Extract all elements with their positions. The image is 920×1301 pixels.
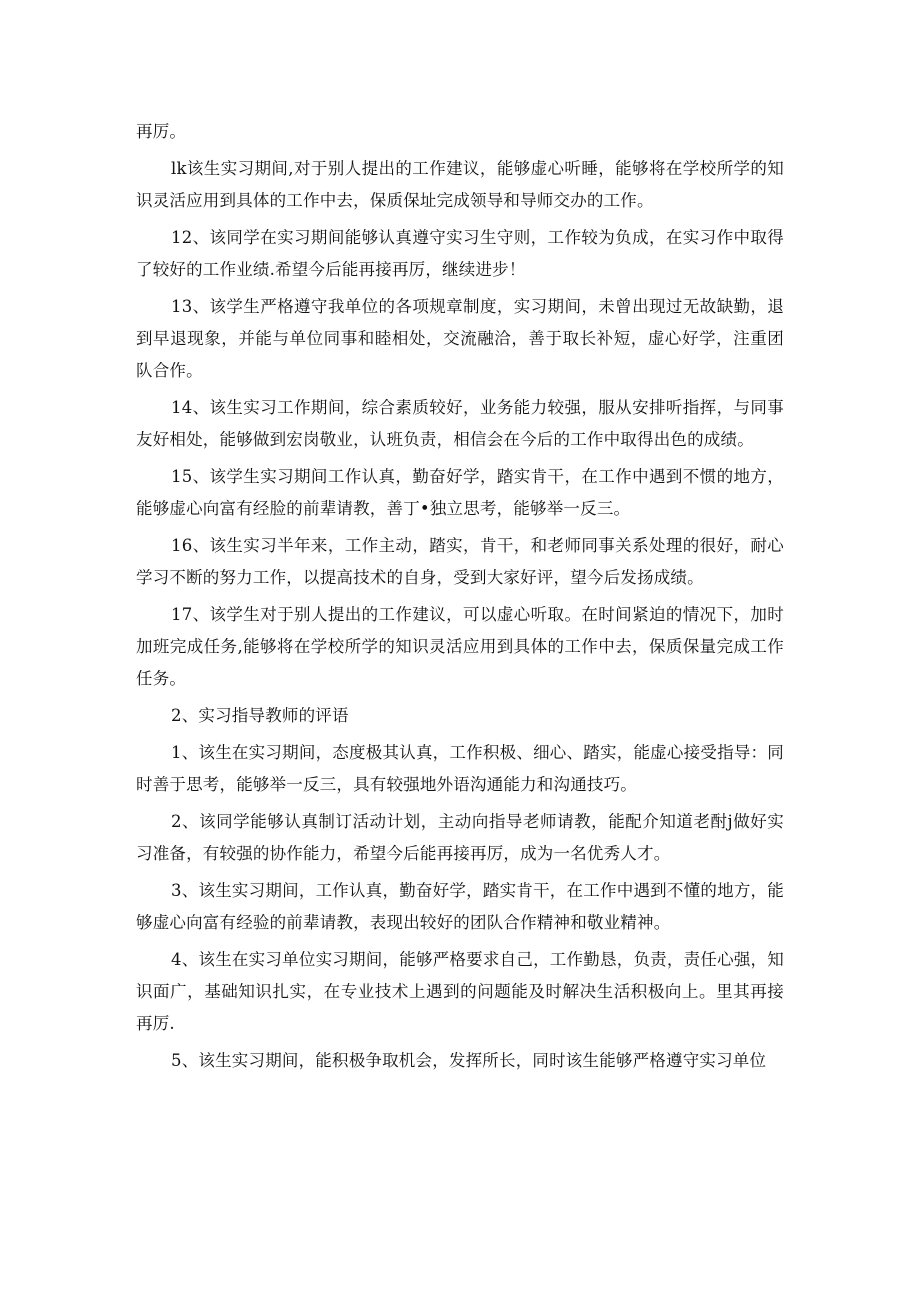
teacher-comment-2: 2、该同学能够认真制订活动计划，主动向指导老师请教，能配介知道老酎j做好实习准备，有较强的协作能力，希望今后能再接再厉，成为一名优秀人才。 [136,812,784,863]
teacher-comment-3: 3、该生实习期间，工作认真，勤奋好学，踏实肯干，在工作中遇到不懂的地方，能够虚心向富有经验的前辈请教，表现出较好的团队合作精神和敬业精神。 [136,881,784,932]
paragraph-item-16: 16、该生实习半年来，工作主动，踏实，肯干，和老师同事关系处理的很好，耐心学习不断的努力工作，以提高技术的自身，受到大家好评，望今后发扬成绩。 [136,536,784,587]
paragraph-item-14: 14、该生实习工作期间，综合素质较好，业务能力较强，服从安排听指挥，与同事友好相处，能够做到宏岗敬业，认班负责，相信会在今后的工作中取得出色的成绩。 [136,398,784,449]
paragraph-item-11: lk该生实习期间,对于别人提出的工作建议，能够虚心听睡，能够将在学校所学的知识灵活应用到具体的工作中去，保质保址完成领导和导师交办的工作。 [136,159,784,210]
paragraph-continuation: 再厉。 [136,122,187,141]
document-body [136,116,784,1077]
teacher-comment-1: 1、该生在实习期间，态度极其认真，工作积极、细心、踏实，能虚心接受指导：同时善于思考，能够举一反三，具有较强地外语沟通能力和沟通技巧。 [136,743,784,794]
paragraph-item-13: 13、该学生严格遵守我单位的各项规章制度，实习期间，未曾出现过无故缺勤，退到早退现象，并能与单位同事和睦相处，交流融洽，善于取长补短，虚心好学，注重团队合作。 [136,297,784,380]
paragraph-item-15: 15、该学生实习期间工作认真，勤奋好学，踏实肯干，在工作中遇到不惯的地方，能够虚心向富有经脸的前辈请教，善丁•独立思考，能够举一反三。 [136,467,784,518]
paragraph-item-12: 12、该同学在实习期间能够认真遵守实习生守则，工作较为负成，在实习作中取得了较好的工作业绩.希望今后能再接再厉，继续进步！ [136,228,784,279]
teacher-comment-4: 4、该生在实习单位实习期间，能够严格要求自己，工作勤恳，负责，责任心强，知识面广，基础知识扎实，在专业技术上遇到的问题能及时解决生活积极向上。里其再接再厉. [136,950,784,1033]
paragraph-item-17: 17、该学生对于别人提出的工作建议，可以虚心听取。在时间紧迫的情况下，加时加班完成任务,能够将在学校所学的知识灵活应用到具体的工作中去，保质保量完成工作任务。 [136,605,784,688]
section-heading: 2、实习指导教师的评语 [171,706,349,725]
teacher-comment-5: 5、该生实习期间，能积极争取机会，发挥所长，同时该生能够严格遵守实习单位 [171,1051,767,1070]
